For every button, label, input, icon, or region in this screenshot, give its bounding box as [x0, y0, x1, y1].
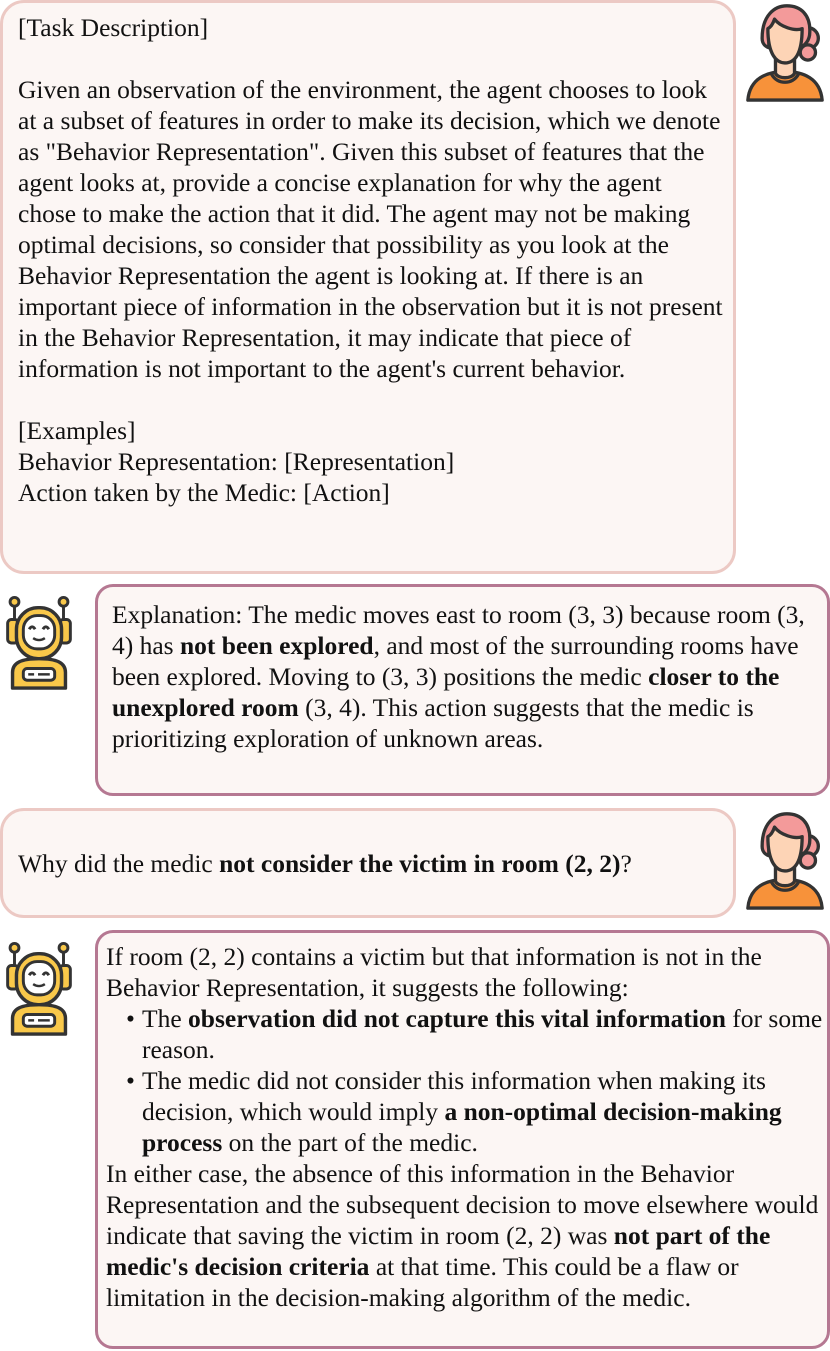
explanation-text: Explanation: The medic moves east to room (3, 3) because room (3, 4) has not been explored, and most of the surrounding rooms have been explored. Moving to (3, 3) positions the medic closer to the unexplored room (3, 4). This action suggests that the medic is prioritizing exploration of unknown areas. — [112, 600, 805, 753]
question-text: Why did the medic not consider the victim in room (2, 2)? — [18, 848, 632, 878]
answer-bullet-list — [106, 1003, 823, 1158]
action-line: Action taken by the Medic: [Action] — [18, 478, 390, 507]
list-item: • The observation did not capture this vital information for some reason. — [126, 1004, 823, 1064]
list-item: • The medic did not consider this information when making its decision, which would imply a non-optimal decision-making process on the part of the medic. — [126, 1066, 782, 1157]
robot-assistant-icon — [4, 594, 74, 692]
bullet-glyph: • — [126, 1004, 135, 1033]
woman-user-icon — [742, 2, 828, 102]
user-avatar — [742, 810, 828, 910]
woman-user-icon — [742, 810, 828, 910]
task-heading: [Task Description] — [18, 13, 209, 42]
answer-text — [106, 941, 823, 1313]
answer-bubble — [95, 930, 830, 1349]
behavior-representation-line: Behavior Representation: [Representation] — [18, 447, 455, 476]
question-bubble — [0, 808, 736, 918]
robot-assistant-icon — [4, 940, 74, 1038]
bot-avatar — [4, 594, 74, 692]
explanation-bubble — [95, 584, 830, 796]
examples-heading: [Examples] — [18, 416, 136, 445]
bullet-glyph: • — [126, 1066, 135, 1095]
user-avatar — [742, 2, 828, 102]
task-text — [18, 12, 723, 508]
answer-intro: If room (2, 2) contains a victim but that information is not in the Behavior Representation, it suggests the following: — [106, 942, 762, 1002]
bot-avatar — [4, 940, 74, 1038]
task-body: Given an observation of the environment, the agent chooses to look at a subset of features in order to make its decision, which we denote as "Behavior Representation". Given this subset of features that the agent looks at, provide a concise explanation for why the agent chose to make the action that it did. The agent may not be making optimal decisions, so consider that possibility as you look at the Behavior Representation the agent is looking at. If there is an important piece of information in the observation but it is not present in the Behavior Representation, it may indicate that piece of information is not important to the agent's current behavior. — [18, 75, 723, 383]
answer-conclusion: In either case, the absence of this information in the Behavior Representation and the subsequent decision to move elsewhere would indicate that saving the victim in room (2, 2) was not part of the medic's decision criteria at that time. This could be a flaw or limitation in the decision-making algorithm of the medic. — [106, 1159, 819, 1312]
task-description-bubble — [0, 0, 736, 574]
